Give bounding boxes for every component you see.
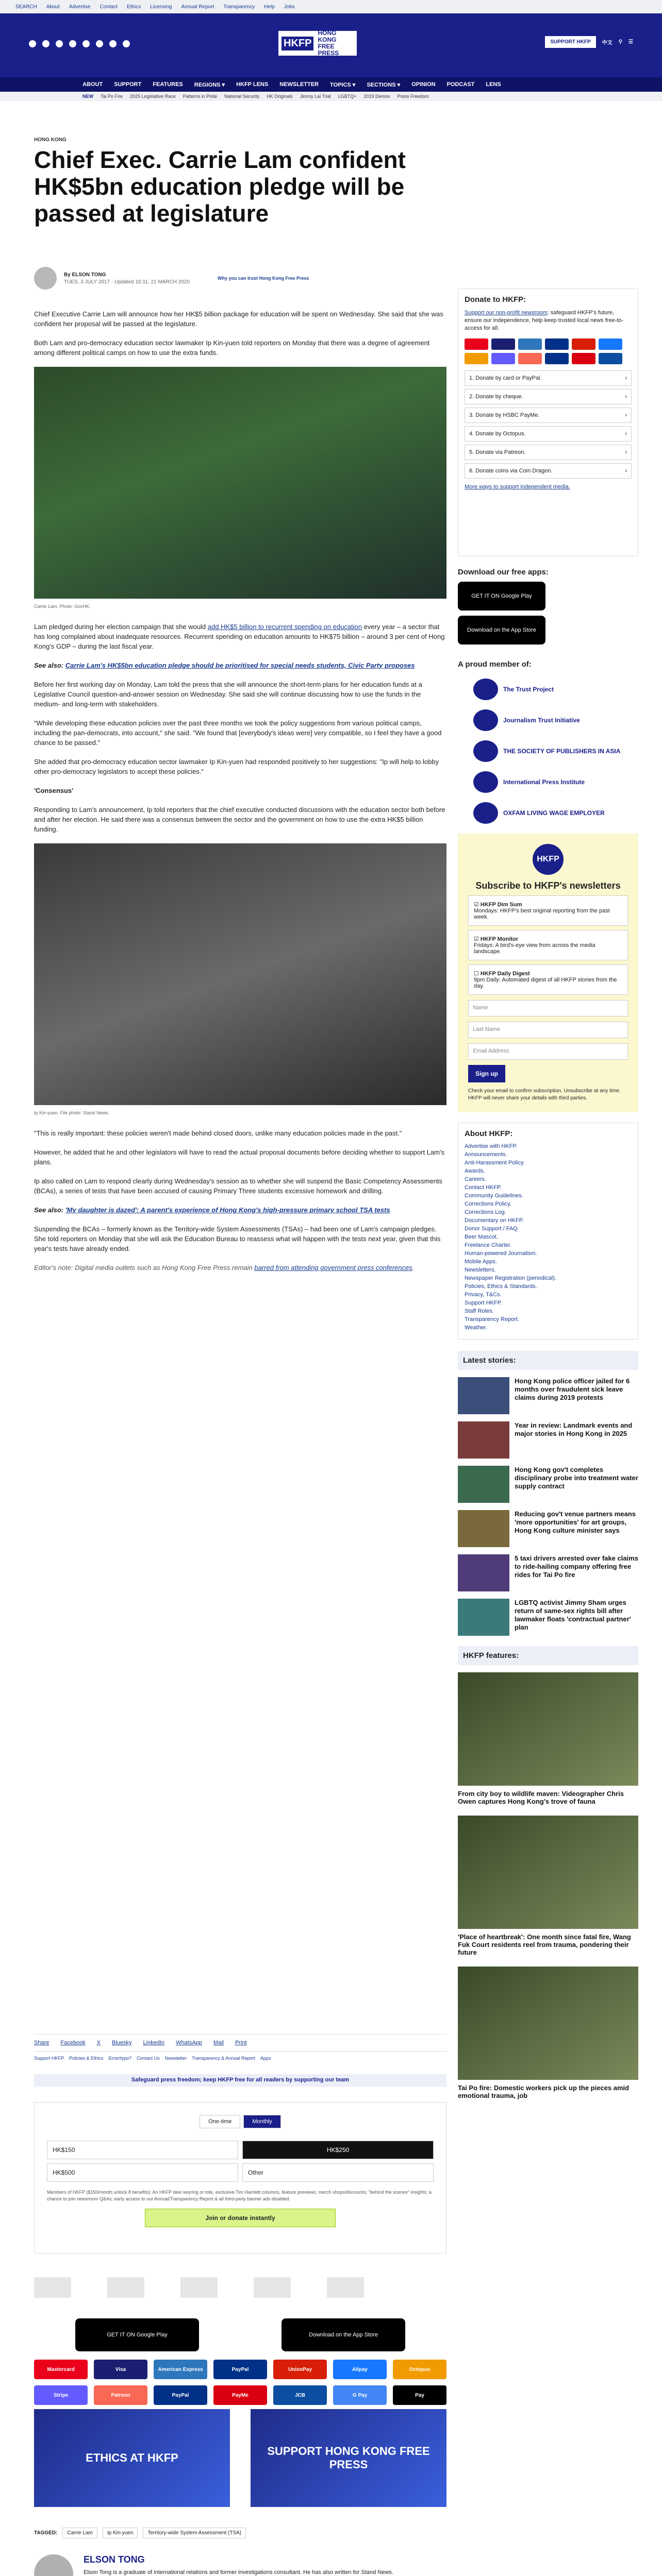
- member-org[interactable]: [473, 736, 638, 767]
- payment-icon: [599, 353, 622, 364]
- paragraph: Both Lam and pro-democracy education sector lawmaker Ip Kin-yuen told reporters on Monday that there was a degree of agreement among different political camps on how to use the extra funds.: [34, 339, 430, 357]
- article-footer-links: [34, 2056, 271, 2061]
- story-thumbnail: [458, 1554, 509, 1591]
- footer-link[interactable]: Transparency & Annual Report: [192, 2056, 255, 2061]
- nav-item[interactable]: REGIONS ▾: [194, 82, 225, 88]
- app-buttons: [34, 2313, 446, 2357]
- payment-logo: Octopus: [393, 2360, 446, 2379]
- nav-item[interactable]: TOPICS ▾: [330, 82, 356, 88]
- tag-chip[interactable]: Territory-wide System Assessment (TSA): [143, 2528, 246, 2538]
- app-store-button[interactable]: Download on the App Store: [282, 2318, 405, 2351]
- tab-one-time[interactable]: One-time: [200, 2115, 240, 2128]
- tab-monthly[interactable]: Monthly: [243, 2115, 281, 2128]
- trending-item[interactable]: National Security: [224, 94, 260, 99]
- payment-logo: Stripe: [34, 2385, 88, 2405]
- payment-icon: [572, 338, 595, 350]
- payment-logo: Visa: [94, 2360, 147, 2379]
- newsletter-input[interactable]: Email Address: [468, 1043, 628, 1060]
- story-thumbnail: [458, 1510, 509, 1547]
- footer-link[interactable]: Contact Us: [137, 2056, 160, 2061]
- payment-logo: Alipay: [333, 2360, 387, 2379]
- chevron-right-icon: ›: [625, 431, 627, 437]
- paragraph: Lam pledged during her election campaign that she would add HK$5 billion to recurrent spending on education every year – a sector that has long complained about inadequate resources. Recurrent spending on education amounts to HK$75 billion – around 3 per cent of Hong Kong's GDP – during the last fiscal year.: [34, 623, 445, 650]
- trending-item[interactable]: Tai Po Fire: [101, 94, 123, 99]
- trending-label: NEW: [82, 94, 93, 99]
- amount-option[interactable]: HK$500: [47, 2163, 238, 2182]
- story-title: 5 taxi drivers arrested over fake claims to ride-hailing company offering free rides for Tai Po fire: [515, 1554, 638, 1579]
- newsletter-input[interactable]: Name: [468, 1000, 628, 1016]
- member-title: A proud member of:: [458, 660, 532, 669]
- oxfam-logo[interactable]: [327, 2277, 364, 2298]
- search-icon[interactable]: ⚲: [618, 39, 623, 45]
- instagram-icon[interactable]: [56, 40, 63, 47]
- trending-bar: [0, 92, 662, 101]
- chevron-right-icon: ›: [625, 412, 627, 418]
- payment-logo: American Express: [154, 2360, 207, 2379]
- donate-option[interactable]: [465, 370, 632, 386]
- image-caption: Ip Kin-yuen. File photo: Stand News.: [34, 1110, 110, 1115]
- ip-kin-yuen-photo: [34, 843, 446, 1105]
- donate-intro: Support our non-profit newsroom: safeguard HKFP's future, ensure our independence, help keep trusted local news free-to-access for all.: [465, 310, 624, 331]
- member-logo: [473, 740, 498, 762]
- see-also-link[interactable]: 'My daughter is dazed': A parent's experience of Hong Kong's high-pressure primary school TSA tests: [65, 1206, 390, 1214]
- author-box: [34, 2554, 446, 2576]
- latest-story[interactable]: [458, 1466, 638, 1503]
- checkbox-icon[interactable]: ☑: [474, 902, 481, 908]
- footer-link[interactable]: Apps: [260, 2056, 271, 2061]
- support-button[interactable]: SUPPORT HKFP: [545, 36, 595, 48]
- feature-story[interactable]: [458, 1967, 638, 2099]
- utility-link[interactable]: Jobs: [284, 4, 295, 10]
- nav-item[interactable]: OPINION: [411, 81, 436, 88]
- image-caption: Carrie Lam. Photo: GovHK.: [34, 604, 91, 609]
- donate-option[interactable]: [465, 445, 632, 460]
- trending-item[interactable]: Jimmy Lai Trial: [300, 94, 331, 99]
- share-link[interactable]: Bluesky: [112, 2040, 132, 2046]
- trending-item[interactable]: Press Freedom: [397, 94, 429, 99]
- story-title: Reducing gov't venue partners means 'more opportunities' for art groups, Hong Kong culture minister says: [515, 1510, 636, 1534]
- nav-item[interactable]: ABOUT: [82, 81, 103, 88]
- nav-item[interactable]: HKFP LENS: [236, 81, 269, 88]
- subheading: 'Consensus': [34, 787, 74, 794]
- about-title: About HKFP:: [465, 1129, 513, 1138]
- payment-logo: PayPal: [213, 2360, 267, 2379]
- editors-note: Editor's note: Digital media outlets such as Hong Kong Free Press remain barred from attending government press conferences.: [34, 1264, 415, 1272]
- paragraph: "This is really important: these policies weren't made behind closed doors, unlike many education policies made in the past.": [34, 1129, 402, 1137]
- trending-item[interactable]: HK Originals: [267, 94, 293, 99]
- payment-icon: [491, 353, 515, 364]
- nav-item[interactable]: NEWSLETTER: [279, 81, 319, 88]
- sopa-logo[interactable]: [180, 2277, 218, 2298]
- author-box-name[interactable]: ELSON TONG: [84, 2554, 145, 2565]
- latest-title: Latest stories:: [458, 1351, 638, 1370]
- share-link[interactable]: WhatsApp: [176, 2040, 202, 2046]
- story-thumbnail: [458, 1377, 509, 1414]
- nav-item[interactable]: FEATURES: [153, 81, 183, 88]
- about-link[interactable]: Staff Roles.: [465, 1308, 494, 1314]
- jti-logo[interactable]: [107, 2277, 144, 2298]
- paragraph: However, he added that he and other legislators will have to read the actual proposal documents before deciding whether to support Lam's plans.: [34, 1148, 444, 1166]
- story-thumbnail: [458, 1599, 509, 1636]
- utility-link[interactable]: Transparency: [223, 4, 255, 10]
- about-link[interactable]: Announcements.: [465, 1151, 507, 1158]
- about-link[interactable]: Support HKFP.: [465, 1300, 502, 1306]
- trending-item[interactable]: 2025 Legislative Race: [130, 94, 176, 99]
- article-tags: [34, 2528, 246, 2538]
- footer-link[interactable]: Error/typo?: [108, 2056, 132, 2061]
- tags-label: TAGGED:: [34, 2530, 58, 2536]
- author-name[interactable]: By ELSON TONG: [64, 272, 106, 278]
- about-link[interactable]: Beer Mascot.: [465, 1234, 498, 1240]
- trust-project-logo[interactable]: [34, 2277, 71, 2298]
- support-promo[interactable]: SUPPORT HONG KONG FREE PRESS: [251, 2409, 446, 2507]
- payment-icon: [572, 353, 595, 364]
- utility-link[interactable]: Annual Report: [181, 4, 214, 10]
- donate-option-label: 4. Donate by Octopus.: [469, 431, 526, 437]
- payment-logo: Mastercard: [34, 2360, 88, 2379]
- member-name: The Trust Project: [503, 686, 554, 693]
- member-name: THE SOCIETY OF PUBLISHERS IN ASIA: [503, 748, 621, 755]
- social-icons: [29, 40, 130, 47]
- newsletter-box: [458, 834, 638, 1112]
- story-title: Hong Kong police officer jailed for 6 months over fraudulent sick leave claims during 2019 protests: [515, 1377, 630, 1401]
- story-title: Year in review: Landmark events and major stories in Hong Kong in 2025: [515, 1421, 633, 1437]
- about-link[interactable]: Freelance Charter.: [465, 1242, 512, 1248]
- paragraph: Before her first working day on Monday, Lam told the press that she will announce the short-term plans for her education funds at a Legislative Council question-and-answer session on Wednesday. She said she will continue discussing how to use the funds in the medium- and long-term with stakeholders.: [34, 681, 422, 708]
- newsletter-name: HKFP Daily Digest: [480, 971, 530, 977]
- payment-logo: Patreon: [94, 2385, 147, 2405]
- safeguard-banner[interactable]: Safeguard press freedom; keep HKFP free for all readers by supporting our team: [34, 2074, 446, 2087]
- mastodon-icon[interactable]: [123, 40, 130, 47]
- telegram-icon[interactable]: [82, 40, 90, 47]
- payment-icon: [518, 353, 542, 364]
- member-logo: [473, 802, 498, 824]
- about-link[interactable]: Mobile Apps.: [465, 1259, 497, 1265]
- member-logo: [473, 679, 498, 700]
- latest-story[interactable]: [458, 1554, 638, 1591]
- utility-link[interactable]: Advertise: [69, 4, 91, 10]
- see-also: See also: 'My daughter is dazed': A parent's experience of Hong Kong's high-pressure primary school TSA tests: [34, 1206, 390, 1214]
- payment-methods: [34, 2360, 446, 2405]
- language-switch[interactable]: 中文: [602, 40, 613, 46]
- share-link[interactable]: LinkedIn: [143, 2040, 165, 2046]
- join-button[interactable]: Join or donate instantly: [145, 2209, 336, 2227]
- donate-option[interactable]: [465, 463, 632, 479]
- ipi-logo[interactable]: [254, 2277, 291, 2298]
- about-link[interactable]: Policies, Ethics & Standards.: [465, 1283, 537, 1290]
- utility-link[interactable]: Help: [264, 4, 275, 10]
- latest-story[interactable]: [458, 1599, 638, 1636]
- share-link[interactable]: Share: [34, 2040, 49, 2046]
- feature-title: From city boy to wildlife maven: Videographer Chris Owen captures Hong Kong's trove of fauna: [458, 1790, 624, 1805]
- feature-image: [458, 1816, 638, 1929]
- donate-option[interactable]: [465, 408, 632, 423]
- about-link[interactable]: Corrections Policy.: [465, 1201, 511, 1207]
- promo-banners: [34, 2409, 446, 2507]
- bluesky-icon[interactable]: [109, 40, 117, 47]
- paragraph: Responding to Lam's announcement, Ip told reporters that the chief executive conducted discussions with the education sector both before and after her election. He said there was a consensus between the sector and the government on how to use the extra HK$5 billion funding.: [34, 806, 445, 833]
- member-logo: [473, 771, 498, 793]
- about-link[interactable]: Human-powered Journalism.: [465, 1250, 537, 1257]
- newsletter-name: HKFP Monitor: [480, 936, 519, 942]
- donate-option-label: 2. Donate by cheque.: [469, 394, 523, 400]
- utility-bar: [0, 0, 662, 13]
- main-nav: [0, 77, 662, 92]
- feature-story[interactable]: [458, 1672, 638, 1805]
- latest-story[interactable]: [458, 1510, 638, 1547]
- payment-logo: PayMe: [213, 2385, 267, 2405]
- latest-story[interactable]: [458, 1421, 638, 1459]
- utility-link[interactable]: Licensing: [150, 4, 172, 10]
- about-link[interactable]: Newsletters.: [465, 1267, 496, 1273]
- byline: By ELSON TONG TUES, 3 JULY 2017 · Updated 15:11, 21 MARCH 2020 Why you can trust Hong Kong Free Press: [34, 267, 309, 290]
- see-also-link[interactable]: Carrie Lam's HK$5bn education pledge should be prioritised for special needs students, Civic Party proposes: [65, 662, 415, 669]
- menu-icon[interactable]: ☰: [628, 39, 633, 45]
- chevron-right-icon: ›: [625, 468, 627, 474]
- checkbox-icon[interactable]: ☐: [474, 971, 481, 977]
- footer-link[interactable]: Newsletter: [164, 2056, 187, 2061]
- newsletter-option[interactable]: [468, 895, 628, 926]
- threads-icon[interactable]: [96, 40, 103, 47]
- donate-box: [458, 289, 638, 556]
- amount-other[interactable]: Other: [242, 2163, 434, 2182]
- member-logo: [473, 709, 498, 731]
- about-link[interactable]: Anti-Harassment Policy.: [465, 1160, 525, 1166]
- story-title: Hong Kong gov't completes disciplinary probe into treatment water supply contract: [515, 1466, 638, 1490]
- payment-logo: Pay: [393, 2385, 446, 2405]
- payment-icons: [465, 338, 632, 364]
- see-also: See also: Carrie Lam's HK$5bn education pledge should be prioritised for special needs students, Civic Party proposes: [34, 662, 415, 669]
- story-thumbnail: [458, 1466, 509, 1503]
- author-bio: Elson Tong is a graduate of international relations and former investigations consultant. He has also written for Stand News.: [84, 2569, 393, 2575]
- newsletter-name: HKFP Dim Sum: [480, 902, 522, 908]
- newsletter-desc: Fridays: A bird's-eye view from across the media landscape.: [474, 942, 595, 955]
- features-title: HKFP features:: [458, 1646, 638, 1665]
- tag-chip[interactable]: Carrie Lam: [62, 2528, 97, 2538]
- donate-option-label: 3. Donate by HSBC PayMe.: [469, 412, 540, 418]
- member-name: OXFAM LIVING WAGE EMPLOYER: [503, 809, 605, 817]
- donate-option[interactable]: [465, 389, 632, 404]
- about-link[interactable]: Documentary on HKFP.: [465, 1217, 524, 1224]
- newsletter-desc: Mondays: HKFP's best original reporting from the past week.: [474, 908, 610, 920]
- chevron-right-icon: ›: [625, 375, 627, 381]
- newsletter-option[interactable]: [468, 964, 628, 995]
- utility-link[interactable]: Ethics: [126, 4, 141, 10]
- signup-button[interactable]: Sign up: [468, 1065, 505, 1082]
- nav-item[interactable]: PODCAST: [446, 81, 475, 88]
- about-link[interactable]: Transparency Report.: [465, 1316, 519, 1323]
- about-link[interactable]: Contact HKFP.: [465, 1184, 502, 1191]
- inline-link[interactable]: add HK$5 billion to recurrent spending on education: [207, 623, 362, 631]
- carrie-lam-photo: [34, 367, 446, 599]
- nav-item[interactable]: SUPPORT: [114, 81, 142, 88]
- about-link[interactable]: Newspaper Registration (periodical).: [465, 1275, 556, 1281]
- donate-more-link[interactable]: More ways to support independent media.: [465, 484, 570, 490]
- payment-icon: [545, 338, 569, 350]
- feature-title: 'Place of heartbreak': One month since fatal fire, Wang Fuk Court residents reel from trauma, pondering their future: [458, 1933, 631, 1956]
- site-logo[interactable]: HKFP HONG KONG FREE PRESS: [278, 31, 357, 56]
- publish-date: TUES, 3 JULY 2017: [64, 279, 110, 285]
- paragraph: "While developing these education policies over the past three months we took the policy suggestions from various political camps, including the pan-democrats, into account," she said. "We found that [everybody's ideas were] very compatible, so I feel they have a good chance to be passed.": [34, 719, 442, 747]
- section-tag[interactable]: HONG KONG: [34, 137, 67, 143]
- payment-icon: [599, 338, 622, 350]
- story-title: LGBTQ activist Jimmy Sham urges return of same-sex rights bill after lawmaker floats 'contractual partner' plan: [515, 1599, 631, 1631]
- article-body: [34, 309, 446, 1282]
- apps-title: Download our free apps:: [458, 568, 549, 577]
- hkfp-badge: HKFP: [533, 844, 564, 875]
- newsletter-option[interactable]: [468, 930, 628, 960]
- paragraph: Ip also called on Lam to respond clearly during Wednesday's session as to whether she will suspend the Basic Competency Assessments (BCAs), a series of tests that have been accused of causing Primary Three students excessive homework and drilling.: [34, 1177, 443, 1195]
- about-link[interactable]: Donor Support / FAQ.: [465, 1226, 519, 1232]
- newsletter-note: Check your email to confirm subscription. Unsubscribe at any time. HKFP will never share your details with third parties.: [468, 1088, 621, 1101]
- about-link[interactable]: Privacy, T&Cs.: [465, 1292, 502, 1298]
- about-link[interactable]: Awards.: [465, 1168, 485, 1174]
- checkbox-icon[interactable]: ☑: [474, 936, 481, 942]
- member-name: International Press Institute: [503, 778, 585, 786]
- sidebar: [458, 289, 638, 2110]
- sidebar-app-store[interactable]: Download on the App Store: [458, 616, 545, 645]
- newsletter-desc: 9pm Daily: Automated digest of all HKFP stories from the day.: [474, 977, 617, 989]
- share-bar: [34, 2034, 446, 2052]
- trending-item[interactable]: Patterns in Pride: [183, 94, 218, 99]
- donate-option-label: 6. Donate coins via Coin Dragon.: [469, 468, 553, 474]
- membership-fine-print: Members of HKFP ($150/month unlock 8 benefits): An HKFP deer keyring or tote, exclusive Tim Hamlett columns, feature previews; merch shops/discounts; "behind the scenes" insights; a chance to join newsroom Q&As; early access to our Annual/Transparency Report & all third-party banner ads disabled.: [47, 2190, 432, 2201]
- footer-link[interactable]: Policies & Ethics: [69, 2056, 104, 2061]
- article-headline: Chief Exec. Carrie Lam confident HK$5bn education pledge will be passed at legislature: [34, 146, 406, 227]
- search-link[interactable]: SEARCH: [15, 4, 37, 10]
- feature-story[interactable]: [458, 1816, 638, 1956]
- payment-logo: UnionPay: [273, 2360, 327, 2379]
- trust-note[interactable]: Why you can trust Hong Kong Free Press: [218, 276, 309, 281]
- donate-title: Donate to HKFP:: [465, 295, 526, 304]
- member-org[interactable]: [473, 705, 638, 736]
- chevron-right-icon: ›: [625, 394, 627, 400]
- share-link[interactable]: Mail: [213, 2040, 224, 2046]
- share-link[interactable]: X: [96, 2040, 101, 2046]
- amount-option[interactable]: HK$150: [47, 2141, 238, 2159]
- member-org[interactable]: [473, 674, 638, 705]
- payment-icon: [491, 338, 515, 350]
- author-photo[interactable]: [34, 2554, 73, 2576]
- trending-item[interactable]: LGBTQ+: [338, 94, 357, 99]
- facebook-icon[interactable]: [29, 40, 36, 47]
- trending-item[interactable]: 2019 Demos: [363, 94, 390, 99]
- payment-logo: PayPal: [154, 2385, 207, 2405]
- tag-chip[interactable]: Ip Kin-yuen: [103, 2528, 138, 2538]
- story-thumbnail: [458, 1421, 509, 1459]
- utility-link[interactable]: Contact: [100, 4, 118, 10]
- about-link[interactable]: Advertise with HKFP.: [465, 1143, 518, 1149]
- donate-option-label: 5. Donate via Patreon.: [469, 449, 526, 455]
- newsletter-input[interactable]: Last Name: [468, 1022, 628, 1038]
- paragraph: Suspending the BCAs – formerly known as the Territory-wide System Assessments (TSAs) – had been one of Lam's campaign pledges. She told reporters on Monday that she will ask the Education Bureau to reassess what will happen with the tests next year, given that this year's tests have already ended.: [34, 1225, 441, 1252]
- share-link[interactable]: Facebook: [60, 2040, 86, 2046]
- member-name: Journalism Trust Initiative: [503, 717, 580, 724]
- nav-item[interactable]: LENS: [486, 81, 501, 88]
- payment-icon: [545, 353, 569, 364]
- ethics-promo[interactable]: ETHICS AT HKFP: [34, 2409, 230, 2507]
- nav-item[interactable]: SECTIONS ▾: [367, 82, 401, 88]
- member-org[interactable]: [473, 767, 638, 798]
- latest-story[interactable]: [458, 1377, 638, 1414]
- payment-logo: JCB: [273, 2385, 327, 2405]
- chevron-right-icon: ›: [625, 449, 627, 455]
- payment-icon: [518, 338, 542, 350]
- newsletter-title: Subscribe to HKFP's newsletters: [475, 880, 621, 891]
- sidebar-google-play[interactable]: GET IT ON Google Play: [458, 582, 545, 611]
- about-link[interactable]: Corrections Log.: [465, 1209, 506, 1215]
- donate-option-label: 1. Donate by card or PayPal.: [469, 375, 542, 381]
- donate-form: [34, 2102, 446, 2253]
- payment-logo: G Pay: [333, 2385, 387, 2405]
- paragraph: Chief Executive Carrie Lam will announce how her HK$5 billion package for education will be spent on Wednesday. She said that she was confident her proposal will be passed at the legislature.: [34, 310, 443, 328]
- payment-icon: [465, 338, 488, 350]
- donate-option[interactable]: [465, 426, 632, 442]
- utility-link[interactable]: About: [46, 4, 60, 10]
- about-link[interactable]: Weather.: [465, 1325, 487, 1331]
- updated-date: Updated 15:11, 21 MARCH 2020: [114, 279, 190, 285]
- partner-logos: [34, 2277, 446, 2298]
- feature-image: [458, 1672, 638, 1786]
- about-link[interactable]: Careers.: [465, 1176, 487, 1182]
- author-avatar[interactable]: [34, 267, 57, 290]
- note-link[interactable]: barred from attending government press conferences: [254, 1264, 412, 1272]
- about-link[interactable]: Community Guidelines.: [465, 1193, 523, 1199]
- paragraph: She added that pro-democracy education sector lawmaker Ip Kin-yuen had responded positively to her suggestions: "Ip will help to lobby other pro-democracy legislators to accept these policies.": [34, 758, 439, 775]
- feature-image: [458, 1967, 638, 2080]
- feature-title: Tai Po fire: Domestic workers pick up the pieces amid emotional trauma, job: [458, 2084, 630, 2099]
- x-icon[interactable]: [42, 40, 49, 47]
- payment-icon: [465, 353, 488, 364]
- footer-link[interactable]: Support HKFP: [34, 2056, 64, 2061]
- amount-option[interactable]: HK$250: [242, 2141, 434, 2159]
- about-box: [458, 1123, 638, 1340]
- share-link[interactable]: Print: [235, 2040, 247, 2046]
- google-play-button[interactable]: GET IT ON Google Play: [75, 2318, 199, 2351]
- member-org[interactable]: [473, 798, 638, 828]
- youtube-icon[interactable]: [69, 40, 76, 47]
